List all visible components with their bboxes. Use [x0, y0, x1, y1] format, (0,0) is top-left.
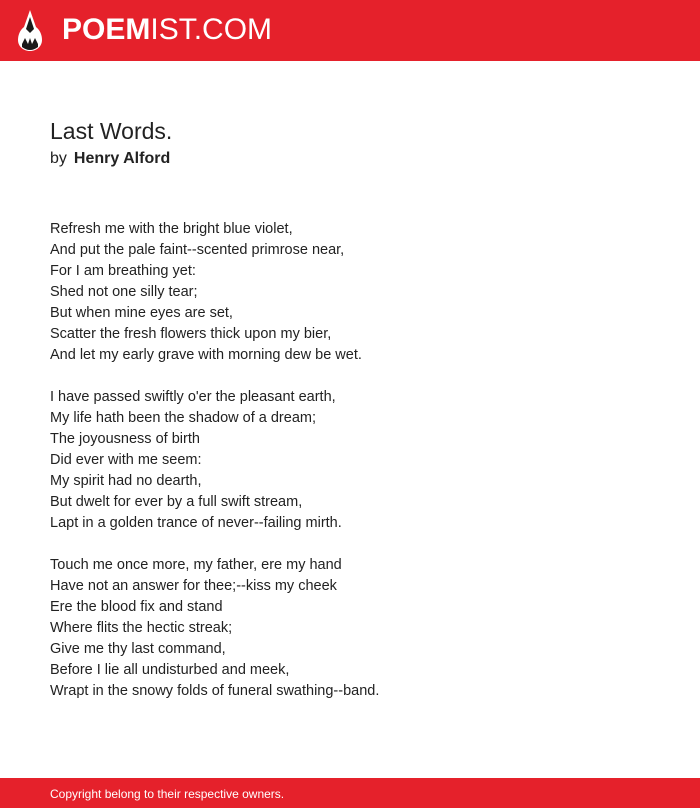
poem-line: But dwelt for ever by a full swift stream, — [50, 494, 303, 510]
poem-line: Touch me once more, my father, ere my hand — [50, 557, 342, 573]
poem-line: I have passed swiftly o'er the pleasant earth, — [50, 389, 336, 405]
poem-line: Wrapt in the snowy folds of funeral swathing--band. — [50, 683, 380, 699]
pencil-tip-icon[interactable] — [18, 10, 42, 51]
poem-line: Scatter the fresh flowers thick upon my bier, — [50, 326, 332, 342]
poem-line: Where flits the hectic streak; — [50, 620, 233, 636]
poem-line: Lapt in a golden trance of never--failing mirth. — [50, 515, 342, 531]
poem-stanza-1 — [50, 219, 670, 366]
poem-body — [50, 219, 670, 723]
brand-light-text: IST.COM — [150, 13, 273, 46]
poem-line: My life hath been the shadow of a dream; — [50, 410, 316, 426]
poem-line: The joyousness of birth — [50, 431, 200, 447]
poem-line: And put the pale faint--scented primrose near, — [50, 242, 345, 258]
poem-line: Shed not one silly tear; — [50, 284, 198, 300]
poem-line: Did ever with me seem: — [50, 452, 202, 468]
poem-stanza-2 — [50, 387, 670, 534]
poem-line: Ere the blood fix and stand — [50, 599, 223, 615]
poem-stanza-3 — [50, 555, 670, 702]
site-footer — [0, 778, 700, 808]
site-header — [0, 0, 700, 61]
poem-line: For I am breathing yet: — [50, 263, 196, 279]
site-logo-text[interactable] — [62, 13, 272, 47]
poem-author: Henry Alford — [73, 150, 171, 167]
poem-line: But when mine eyes are set, — [50, 305, 233, 321]
poem-line: Refresh me with the bright blue violet, — [50, 221, 293, 237]
copyright-text: Copyright belong to their respective owners. — [50, 787, 285, 801]
poem-line: Before I lie all undisturbed and meek, — [50, 662, 290, 678]
poem-line: Have not an answer for thee;--kiss my cheek — [50, 578, 337, 594]
poem-line: My spirit had no dearth, — [50, 473, 202, 489]
poem-line: Give me thy last command, — [50, 641, 226, 657]
by-label: by — [50, 150, 67, 167]
brand-strong-text: POEM — [62, 13, 151, 46]
poem-title: Last Words. — [50, 118, 173, 144]
poem-line: And let my early grave with morning dew be wet. — [50, 347, 362, 363]
poem-byline — [50, 149, 170, 169]
